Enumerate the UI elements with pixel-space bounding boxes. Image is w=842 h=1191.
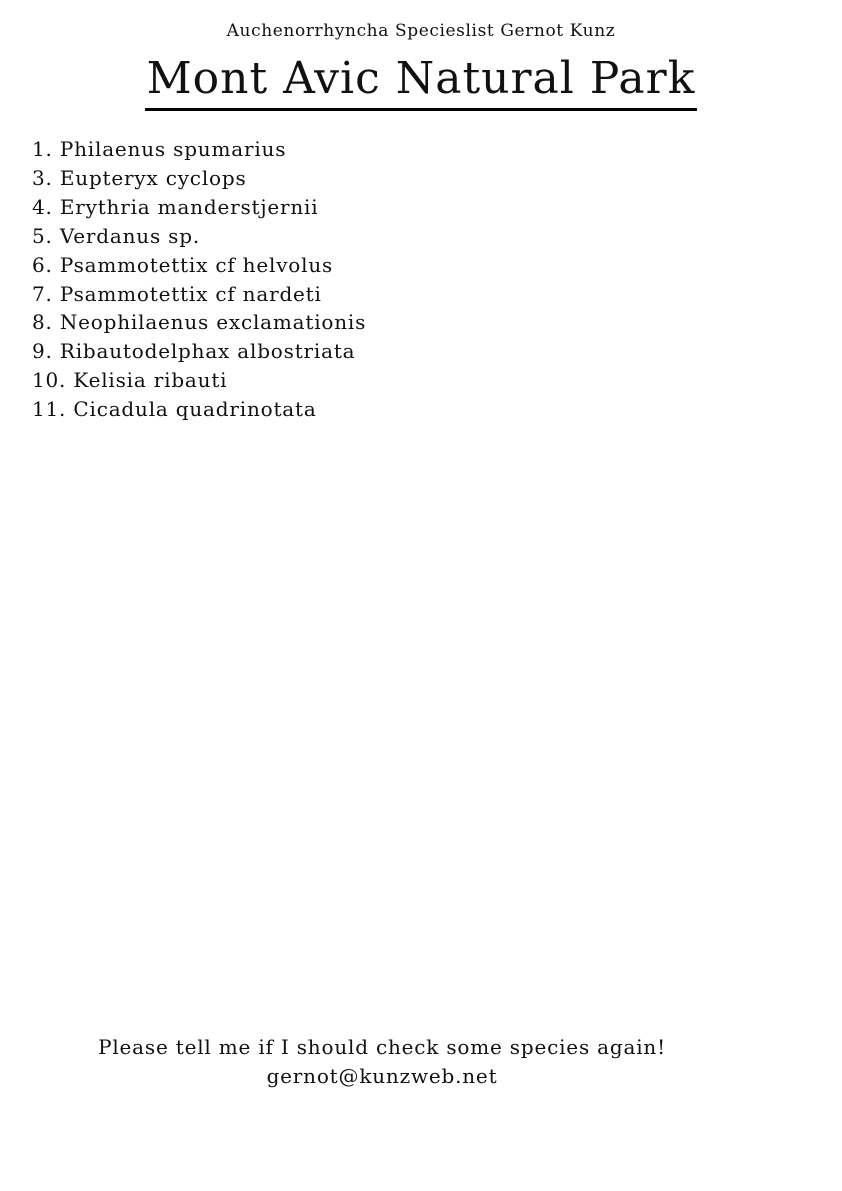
species-number: 8.	[32, 310, 53, 335]
species-number: 9.	[32, 339, 53, 364]
species-item	[32, 164, 366, 193]
species-item	[32, 135, 366, 164]
species-number: 10.	[32, 368, 67, 393]
species-number: 3.	[32, 165, 53, 190]
document-subtitle: Auchenorrhyncha Specieslist Gernot Kunz	[226, 21, 616, 41]
species-item	[32, 193, 366, 222]
species-item	[32, 395, 366, 424]
species-name: Ribautodelphax albostriata	[59, 339, 356, 364]
species-list	[32, 135, 366, 424]
species-number: 7.	[32, 281, 53, 306]
species-name: Philaenus spumarius	[59, 137, 287, 161]
species-number: 5.	[32, 223, 53, 248]
footer-message: Please tell me if I should check some species again!	[98, 1035, 666, 1059]
species-item	[32, 222, 366, 251]
species-name: Verdanus sp.	[59, 223, 200, 248]
species-number: 11.	[32, 397, 67, 422]
species-item	[32, 251, 366, 280]
species-name: Psammotettix cf helvolus	[59, 252, 334, 277]
species-number: 6.	[32, 252, 53, 277]
species-name: Psammotettix cf nardeti	[59, 281, 322, 306]
species-number: 4.	[32, 194, 53, 219]
species-name: Eupteryx cyclops	[59, 165, 247, 190]
species-name: Cicadula quadrinotata	[73, 397, 317, 422]
species-name: Neophilaenus exclamationis	[59, 310, 367, 335]
species-name: Erythria manderstjernii	[59, 194, 319, 219]
footer-email[interactable]: gernot@kunzweb.net	[266, 1064, 498, 1088]
species-name: Kelisia ribauti	[73, 368, 228, 393]
footer	[0, 1033, 764, 1091]
species-item	[32, 280, 366, 309]
page-title: Mont Avic Natural Park	[145, 52, 698, 111]
species-number: 1.	[32, 137, 53, 161]
species-item	[32, 308, 366, 337]
title-container	[0, 52, 842, 111]
species-item	[32, 337, 366, 366]
species-item	[32, 366, 366, 395]
